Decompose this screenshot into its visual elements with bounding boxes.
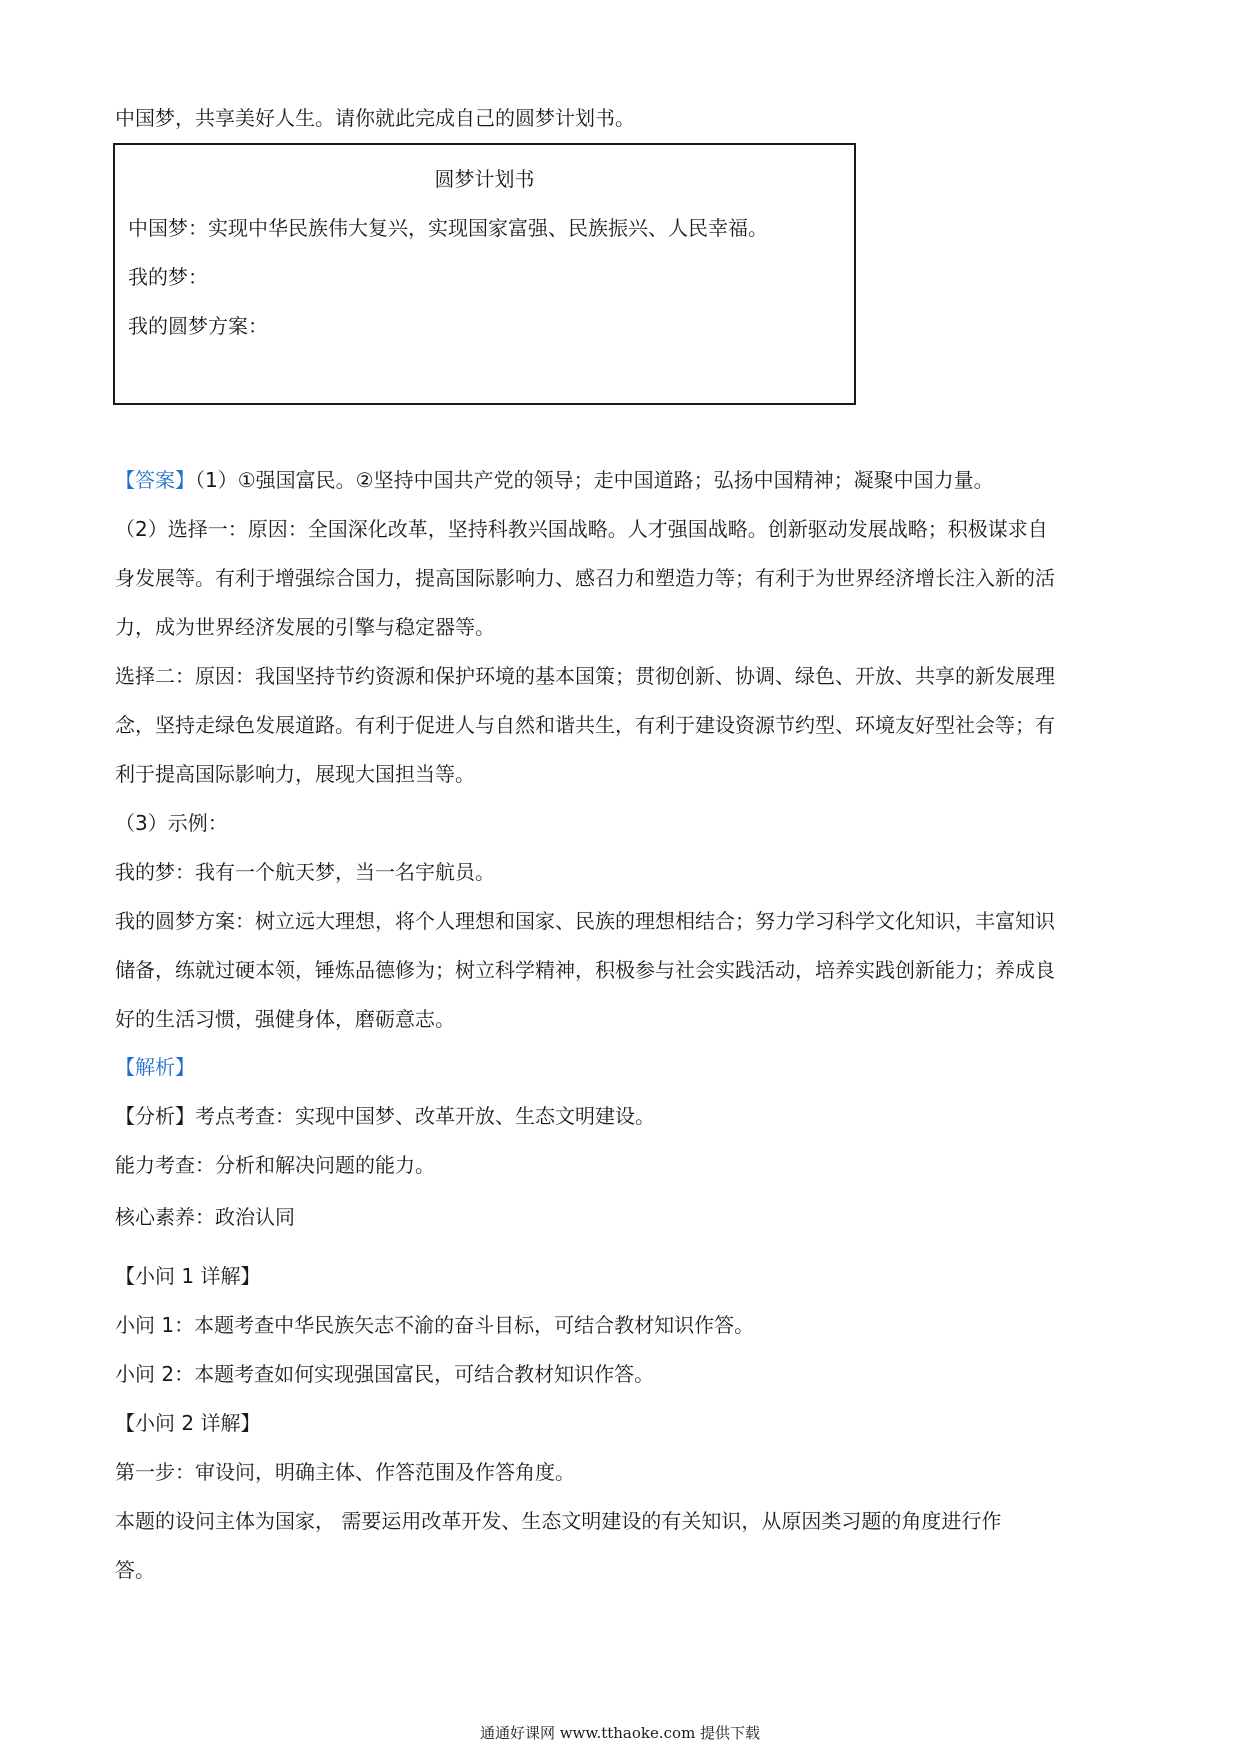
- plan-my-dream: 我的梦：: [128, 265, 208, 289]
- analysis-ability: 能力考查：分析和解决问题的能力。: [115, 1153, 435, 1177]
- plan-box: [113, 143, 856, 405]
- answer-q3: （3）示例：: [115, 811, 228, 835]
- plan-china-dream: 中国梦：实现中华民族伟大复兴，实现国家富强、民族振兴、人民幸福。: [128, 216, 768, 240]
- footer-source: 通通好课网 www.tthaoke.com 提供下载: [479, 1724, 761, 1742]
- answer-q2-line2: 身发展等。有利于增强综合国力，提高国际影响力、感召力和塑造力等；有利于为世界经济增长注入新的活: [115, 566, 1055, 590]
- sub2-line2: 本题的设问主体为国家， 需要运用改革开发、生态文明建设的有关知识，从原因类习题的角度进行作: [115, 1509, 1002, 1533]
- answer-q2-line3: 力，成为世界经济发展的引擎与稳定器等。: [115, 615, 495, 639]
- sub1-line1: 小问 1：本题考查中华民族矢志不渝的奋斗目标，可结合教材知识作答。: [115, 1313, 755, 1337]
- sub2-heading: 【小问 2 详解】: [115, 1411, 261, 1435]
- sub1-line2: 小问 2：本题考查如何实现强国富民，可结合教材知识作答。: [115, 1362, 655, 1386]
- sub1-heading: 【小问 1 详解】: [115, 1264, 261, 1288]
- answer-q3-dream: 我的梦：我有一个航天梦，当一名宇航员。: [115, 860, 495, 884]
- answer-q2b-line3: 利于提高国际影响力，展现大国担当等。: [115, 762, 475, 786]
- plan-box-title: 圆梦计划书: [434, 167, 535, 191]
- answer-q2-line1: （2）选择一：原因：全国深化改革，坚持科教兴国战略。人才强国战略。创新驱动发展战略；积极谋求自: [115, 517, 1048, 541]
- answer-q1-line: [115, 466, 994, 494]
- analysis-tag: 【解析】: [115, 1055, 195, 1079]
- sub2-line1: 第一步：审设问，明确主体、作答范围及作答角度。: [115, 1460, 575, 1484]
- answer-tag: 【答案】: [115, 468, 195, 492]
- answer-q2b-line2: 念，坚持走绿色发展道路。有利于促进人与自然和谐共生，有利于建设资源节约型、环境友好型社会等；有: [115, 713, 1055, 737]
- plan-my-scheme: 我的圆梦方案：: [128, 314, 268, 338]
- answer-q3-plan-line3: 好的生活习惯，强健身体，磨砺意志。: [115, 1007, 455, 1031]
- intro-text: 中国梦，共享美好人生。请你就此完成自己的圆梦计划书。: [115, 106, 635, 130]
- sub2-line3: 答。: [115, 1558, 155, 1582]
- analysis-fenxi: 【分析】考点考查：实现中国梦、改革开放、生态文明建设。: [115, 1104, 655, 1128]
- analysis-core: 核心素养：政治认同: [115, 1205, 295, 1229]
- answer-q3-plan-line2: 储备，练就过硬本领，锤炼品德修为；树立科学精神，积极参与社会实践活动，培养实践创新能力；养成良: [115, 958, 1055, 982]
- answer-q2b-line1: 选择二：原因：我国坚持节约资源和保护环境的基本国策；贯彻创新、协调、绿色、开放、共享的新发展理: [115, 664, 1055, 688]
- answer-q3-plan-line1: 我的圆梦方案：树立远大理想，将个人理想和国家、民族的理想相结合；努力学习科学文化知识，丰富知识: [115, 909, 1055, 933]
- answer-q1: （1）①强国富民。②坚持中国共产党的领导；走中国道路；弘扬中国精神；凝聚中国力量。: [195, 468, 994, 492]
